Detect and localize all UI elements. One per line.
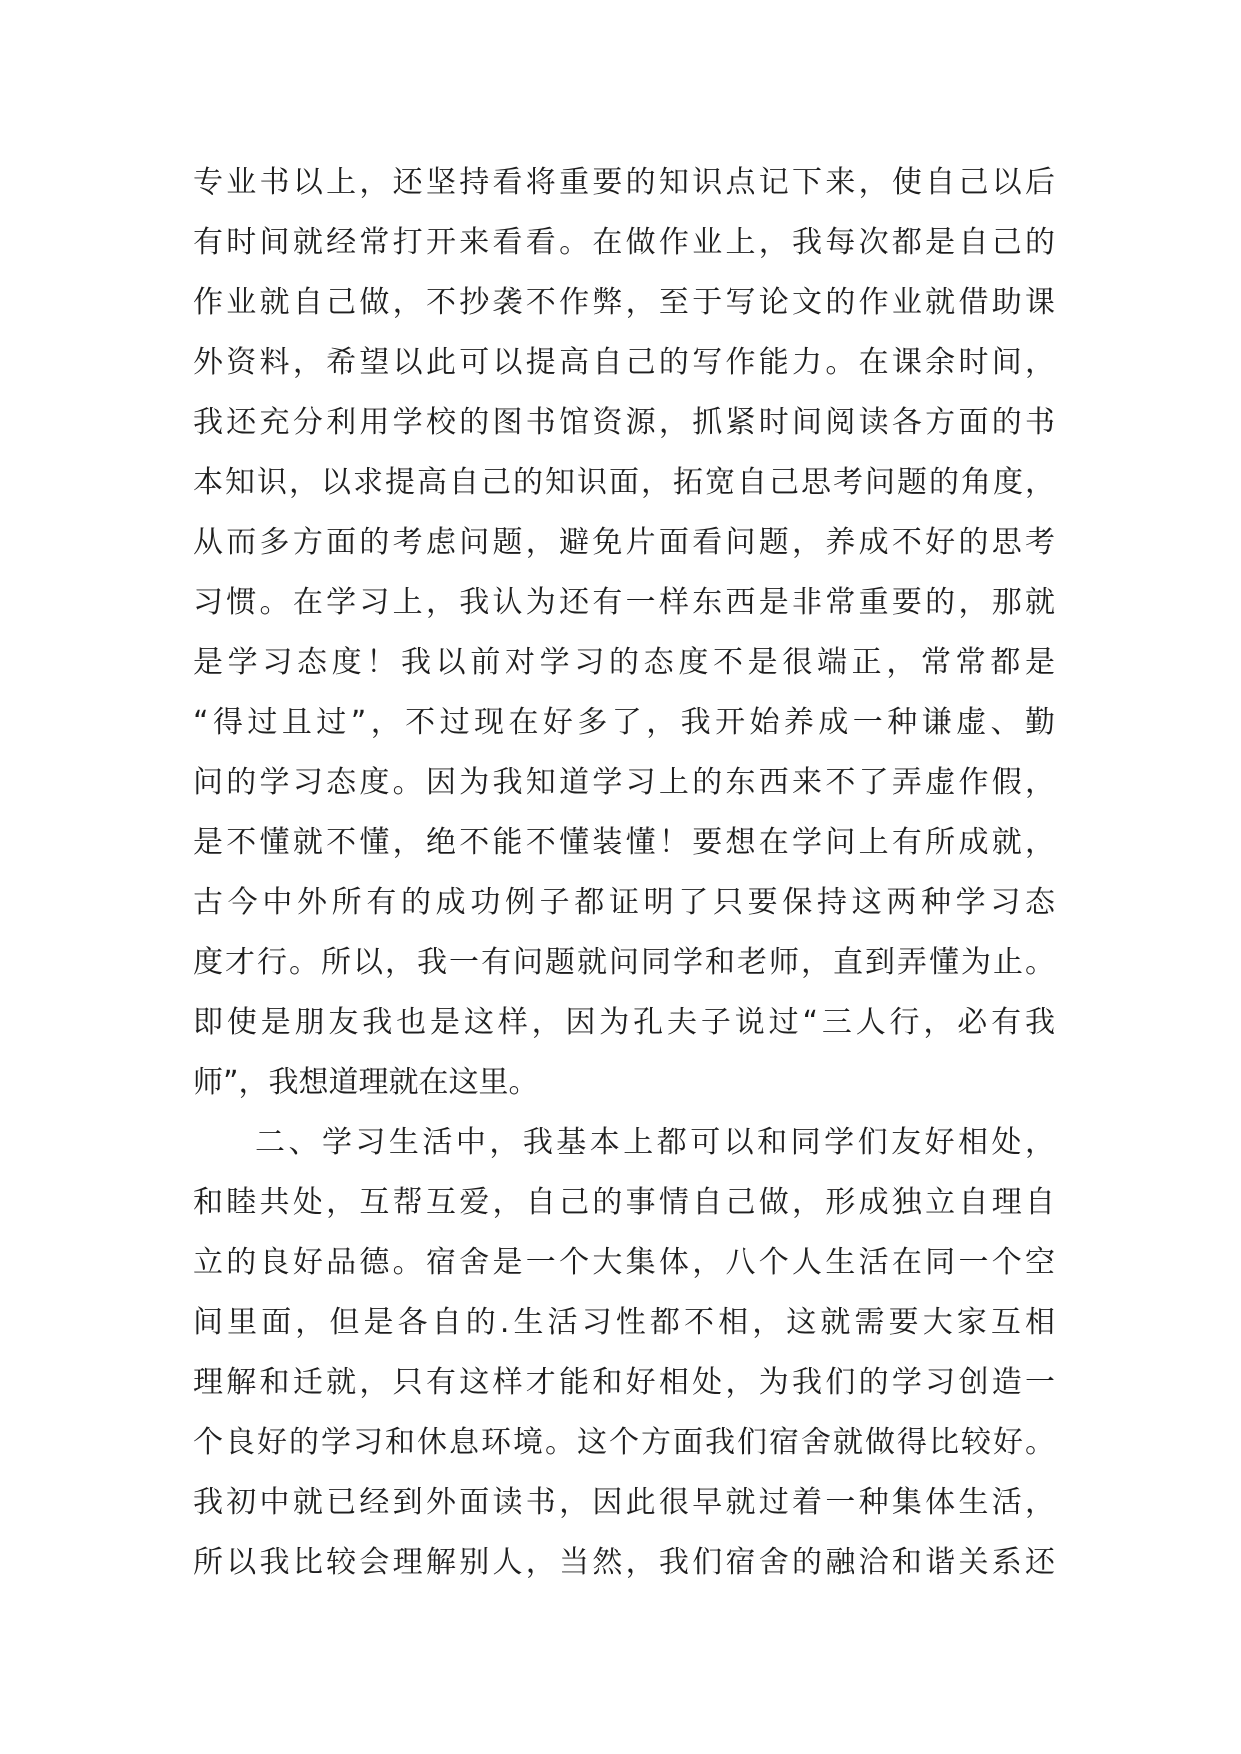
text-line-17: 二、学习生活中，我基本上都可以和同学们友好相处， [255,1125,1055,1160]
text-line-11: 问的学习态度。因为我知道学习上的东西来不了弄虚作假， [193,765,1055,800]
text-line-24: 所以我比较会理解别人，当然，我们宿舍的融洽和谐关系还 [193,1545,1055,1580]
text-line-20: 间里面，但是各自的.生活习性都不相，这就需要大家互相 [193,1305,1055,1340]
text-line-8: 习惯。在学习上，我认为还有一样东西是非常重要的，那就 [193,585,1055,620]
text-line-21: 理解和迁就，只有这样才能和好相处，为我们的学习创造一 [193,1365,1055,1400]
text-line-5: 我还充分利用学校的图书馆资源，抓紧时间阅读各方面的书 [193,405,1055,440]
text-line-15: 即使是朋友我也是这样，因为孔夫子说过“三人行，必有我 [193,1005,1055,1040]
text-line-6: 本知识，以求提高自己的知识面，拓宽自己思考问题的角度， [193,465,1055,500]
text-line-22: 个良好的学习和休息环境。这个方面我们宿舍就做得比较好。 [193,1425,1055,1460]
text-line-4: 外资料，希望以此可以提高自己的写作能力。在课余时间， [193,345,1055,380]
text-line-13: 古今中外所有的成功例子都证明了只要保持这两种学习态 [193,885,1055,920]
text-line-2: 有时间就经常打开来看看。在做作业上，我每次都是自己的 [193,225,1055,260]
text-line-23: 我初中就已经到外面读书，因此很早就过着一种集体生活， [193,1485,1055,1520]
text-line-9: 是学习态度！我以前对学习的态度不是很端正，常常都是 [193,645,1055,680]
text-line-7: 从而多方面的考虑问题，避免片面看问题，养成不好的思考 [193,525,1055,560]
text-line-3: 作业就自己做，不抄袭不作弊，至于写论文的作业就借助课 [193,285,1055,320]
text-line-12: 是不懂就不懂，绝不能不懂装懂！要想在学问上有所成就， [193,825,1055,860]
text-line-1: 专业书以上，还坚持看将重要的知识点记下来，使自己以后 [193,165,1055,200]
text-line-19: 立的良好品德。宿舍是一个大集体，八个人生活在同一个空 [193,1245,1055,1280]
text-line-16: 师”，我想道理就在这里。 [193,1065,539,1100]
text-line-10: “得过且过”，不过现在好多了，我开始养成一种谦虚、勤 [193,705,1055,740]
text-line-18: 和睦共处，互帮互爱，自己的事情自己做，形成独立自理自 [193,1185,1055,1220]
text-line-14: 度才行。所以，我一有问题就问同学和老师，直到弄懂为止。 [193,945,1055,980]
